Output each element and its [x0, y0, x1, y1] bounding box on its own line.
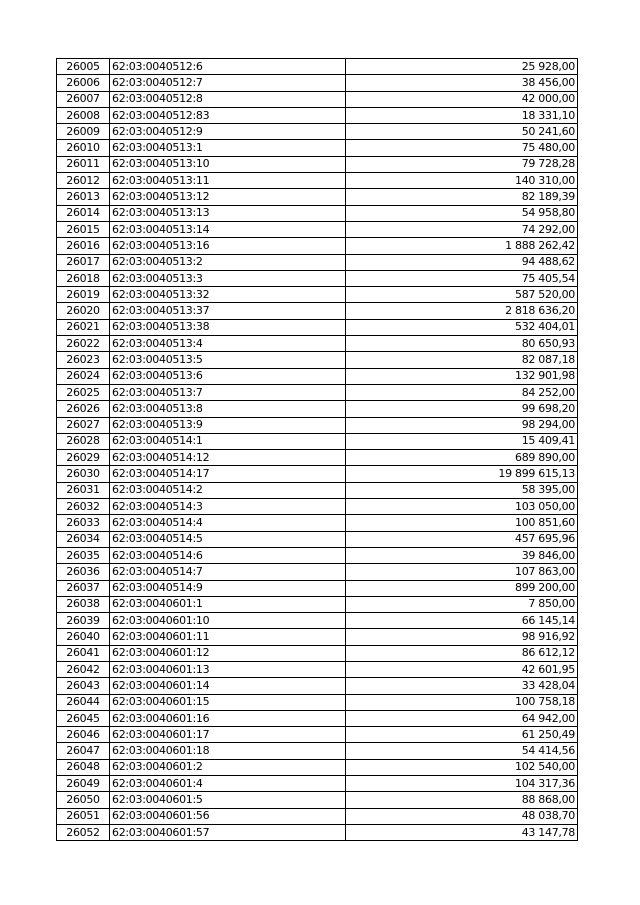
cadastral-number-cell: 62:03:0040514:2 — [110, 482, 346, 498]
cadastral-number-cell: 62:03:0040601:16 — [110, 710, 346, 726]
row-number-cell: 26035 — [57, 547, 110, 563]
table-row — [57, 221, 578, 237]
row-number-cell: 26019 — [57, 287, 110, 303]
table-row — [57, 694, 578, 710]
table-row — [57, 75, 578, 91]
table-row — [57, 140, 578, 156]
cadastral-number-cell: 62:03:0040513:38 — [110, 319, 346, 335]
cadastral-value-cell: 587 520,00 — [346, 287, 578, 303]
row-number-cell: 26016 — [57, 238, 110, 254]
row-number-cell: 26015 — [57, 221, 110, 237]
cadastral-number-cell: 62:03:0040601:56 — [110, 808, 346, 824]
cadastral-number-cell: 62:03:0040601:1 — [110, 596, 346, 612]
cadastral-number-cell: 62:03:0040513:7 — [110, 384, 346, 400]
table-row — [57, 596, 578, 612]
row-number-cell: 26031 — [57, 482, 110, 498]
row-number-cell: 26049 — [57, 776, 110, 792]
table-row — [57, 808, 578, 824]
row-number-cell: 26017 — [57, 254, 110, 270]
table-row — [57, 352, 578, 368]
table-row — [57, 515, 578, 531]
table-row — [57, 776, 578, 792]
cadastral-value-cell: 58 395,00 — [346, 482, 578, 498]
cadastral-value-cell: 84 252,00 — [346, 384, 578, 400]
row-number-cell: 26029 — [57, 450, 110, 466]
row-number-cell: 26027 — [57, 417, 110, 433]
table-row — [57, 743, 578, 759]
table-row — [57, 205, 578, 221]
cadastral-number-cell: 62:03:0040601:11 — [110, 629, 346, 645]
row-number-cell: 26033 — [57, 515, 110, 531]
cadastral-number-cell: 62:03:0040601:10 — [110, 613, 346, 629]
cadastral-value-cell: 132 901,98 — [346, 368, 578, 384]
table-row — [57, 824, 578, 840]
row-number-cell: 26022 — [57, 336, 110, 352]
cadastral-number-cell: 62:03:0040601:18 — [110, 743, 346, 759]
row-number-cell: 26030 — [57, 466, 110, 482]
row-number-cell: 26025 — [57, 384, 110, 400]
cadastral-value-cell: 98 294,00 — [346, 417, 578, 433]
row-number-cell: 26024 — [57, 368, 110, 384]
row-number-cell: 26009 — [57, 124, 110, 140]
cadastral-value-cell: 75 405,54 — [346, 270, 578, 286]
table-body — [57, 59, 578, 841]
table-row — [57, 417, 578, 433]
cadastral-number-cell: 62:03:0040513:8 — [110, 401, 346, 417]
cadastral-number-cell: 62:03:0040513:1 — [110, 140, 346, 156]
table-row — [57, 466, 578, 482]
row-number-cell: 26018 — [57, 270, 110, 286]
row-number-cell: 26013 — [57, 189, 110, 205]
cadastral-value-cell: 79 728,28 — [346, 156, 578, 172]
row-number-cell: 26047 — [57, 743, 110, 759]
cadastral-number-cell: 62:03:0040514:17 — [110, 466, 346, 482]
table-row — [57, 368, 578, 384]
cadastral-number-cell: 62:03:0040601:5 — [110, 792, 346, 808]
table-row — [57, 336, 578, 352]
cadastral-value-cell: 42 601,95 — [346, 661, 578, 677]
cadastral-number-cell: 62:03:0040513:5 — [110, 352, 346, 368]
cadastral-number-cell: 62:03:0040512:83 — [110, 107, 346, 123]
cadastral-value-table — [56, 58, 578, 841]
row-number-cell: 26037 — [57, 580, 110, 596]
cadastral-value-cell: 1 888 262,42 — [346, 238, 578, 254]
cadastral-value-cell: 80 650,93 — [346, 336, 578, 352]
table-row — [57, 59, 578, 75]
table-row — [57, 254, 578, 270]
table-row — [57, 564, 578, 580]
table-row — [57, 303, 578, 319]
row-number-cell: 26028 — [57, 433, 110, 449]
row-number-cell: 26021 — [57, 319, 110, 335]
cadastral-number-cell: 62:03:0040601:12 — [110, 645, 346, 661]
cadastral-number-cell: 62:03:0040513:13 — [110, 205, 346, 221]
cadastral-number-cell: 62:03:0040513:14 — [110, 221, 346, 237]
table-row — [57, 531, 578, 547]
row-number-cell: 26011 — [57, 156, 110, 172]
cadastral-value-cell: 107 863,00 — [346, 564, 578, 580]
row-number-cell: 26051 — [57, 808, 110, 824]
table-row — [57, 173, 578, 189]
cadastral-value-cell: 43 147,78 — [346, 824, 578, 840]
row-number-cell: 26010 — [57, 140, 110, 156]
table-row — [57, 629, 578, 645]
cadastral-number-cell: 62:03:0040513:2 — [110, 254, 346, 270]
cadastral-number-cell: 62:03:0040514:6 — [110, 547, 346, 563]
table-row — [57, 482, 578, 498]
table-row — [57, 727, 578, 743]
cadastral-value-cell: 74 292,00 — [346, 221, 578, 237]
table-row — [57, 645, 578, 661]
table-row — [57, 580, 578, 596]
cadastral-number-cell: 62:03:0040601:13 — [110, 661, 346, 677]
row-number-cell: 26020 — [57, 303, 110, 319]
cadastral-number-cell: 62:03:0040601:4 — [110, 776, 346, 792]
cadastral-value-cell: 39 846,00 — [346, 547, 578, 563]
cadastral-value-cell: 7 850,00 — [346, 596, 578, 612]
cadastral-value-cell: 899 200,00 — [346, 580, 578, 596]
cadastral-value-cell: 64 942,00 — [346, 710, 578, 726]
row-number-cell: 26052 — [57, 824, 110, 840]
cadastral-value-cell: 38 456,00 — [346, 75, 578, 91]
cadastral-number-cell: 62:03:0040513:6 — [110, 368, 346, 384]
table-row — [57, 156, 578, 172]
cadastral-value-cell: 100 758,18 — [346, 694, 578, 710]
cadastral-value-cell: 82 087,18 — [346, 352, 578, 368]
table-row — [57, 792, 578, 808]
row-number-cell: 26042 — [57, 661, 110, 677]
cadastral-value-cell: 50 241,60 — [346, 124, 578, 140]
cadastral-number-cell: 62:03:0040514:4 — [110, 515, 346, 531]
cadastral-number-cell: 62:03:0040514:5 — [110, 531, 346, 547]
cadastral-value-cell: 75 480,00 — [346, 140, 578, 156]
table-row — [57, 613, 578, 629]
table-row — [57, 547, 578, 563]
cadastral-value-cell: 86 612,12 — [346, 645, 578, 661]
table-row — [57, 270, 578, 286]
row-number-cell: 26032 — [57, 499, 110, 515]
table-row — [57, 433, 578, 449]
cadastral-number-cell: 62:03:0040514:7 — [110, 564, 346, 580]
row-number-cell: 26040 — [57, 629, 110, 645]
cadastral-value-cell: 82 189,39 — [346, 189, 578, 205]
cadastral-number-cell: 62:03:0040513:10 — [110, 156, 346, 172]
table-row — [57, 287, 578, 303]
cadastral-value-cell: 33 428,04 — [346, 678, 578, 694]
row-number-cell: 26045 — [57, 710, 110, 726]
cadastral-value-cell: 54 958,80 — [346, 205, 578, 221]
table-row — [57, 91, 578, 107]
row-number-cell: 26007 — [57, 91, 110, 107]
cadastral-value-cell: 15 409,41 — [346, 433, 578, 449]
cadastral-number-cell: 62:03:0040512:7 — [110, 75, 346, 91]
table-row — [57, 710, 578, 726]
cadastral-number-cell: 62:03:0040513:37 — [110, 303, 346, 319]
cadastral-number-cell: 62:03:0040601:57 — [110, 824, 346, 840]
table-row — [57, 450, 578, 466]
row-number-cell: 26012 — [57, 173, 110, 189]
cadastral-number-cell: 62:03:0040513:9 — [110, 417, 346, 433]
cadastral-number-cell: 62:03:0040601:14 — [110, 678, 346, 694]
cadastral-value-cell: 457 695,96 — [346, 531, 578, 547]
row-number-cell: 26034 — [57, 531, 110, 547]
cadastral-number-cell: 62:03:0040514:9 — [110, 580, 346, 596]
row-number-cell: 26043 — [57, 678, 110, 694]
table-row — [57, 401, 578, 417]
cadastral-number-cell: 62:03:0040513:12 — [110, 189, 346, 205]
cadastral-value-cell: 18 331,10 — [346, 107, 578, 123]
table-row — [57, 107, 578, 123]
row-number-cell: 26008 — [57, 107, 110, 123]
table-row — [57, 319, 578, 335]
cadastral-value-cell: 100 851,60 — [346, 515, 578, 531]
cadastral-value-cell: 140 310,00 — [346, 173, 578, 189]
row-number-cell: 26038 — [57, 596, 110, 612]
cadastral-value-cell: 48 038,70 — [346, 808, 578, 824]
cadastral-number-cell: 62:03:0040514:3 — [110, 499, 346, 515]
cadastral-value-cell: 104 317,36 — [346, 776, 578, 792]
cadastral-number-cell: 62:03:0040513:16 — [110, 238, 346, 254]
cadastral-number-cell: 62:03:0040514:1 — [110, 433, 346, 449]
cadastral-value-cell: 102 540,00 — [346, 759, 578, 775]
table-row — [57, 661, 578, 677]
cadastral-value-cell: 689 890,00 — [346, 450, 578, 466]
cadastral-number-cell: 62:03:0040512:8 — [110, 91, 346, 107]
row-number-cell: 26006 — [57, 75, 110, 91]
cadastral-value-cell: 532 404,01 — [346, 319, 578, 335]
row-number-cell: 26026 — [57, 401, 110, 417]
row-number-cell: 26039 — [57, 613, 110, 629]
row-number-cell: 26050 — [57, 792, 110, 808]
cadastral-value-cell: 42 000,00 — [346, 91, 578, 107]
cadastral-number-cell: 62:03:0040512:6 — [110, 59, 346, 75]
cadastral-value-cell: 103 050,00 — [346, 499, 578, 515]
cadastral-number-cell: 62:03:0040601:17 — [110, 727, 346, 743]
table-row — [57, 189, 578, 205]
cadastral-number-cell: 62:03:0040601:15 — [110, 694, 346, 710]
cadastral-value-cell: 98 916,92 — [346, 629, 578, 645]
table-row — [57, 238, 578, 254]
table-row — [57, 384, 578, 400]
table-row — [57, 499, 578, 515]
cadastral-value-cell: 99 698,20 — [346, 401, 578, 417]
cadastral-value-cell: 2 818 636,20 — [346, 303, 578, 319]
row-number-cell: 26044 — [57, 694, 110, 710]
table-row — [57, 678, 578, 694]
cadastral-number-cell: 62:03:0040513:11 — [110, 173, 346, 189]
cadastral-number-cell: 62:03:0040513:32 — [110, 287, 346, 303]
cadastral-value-cell: 54 414,56 — [346, 743, 578, 759]
row-number-cell: 26014 — [57, 205, 110, 221]
cadastral-value-cell: 25 928,00 — [346, 59, 578, 75]
cadastral-number-cell: 62:03:0040601:2 — [110, 759, 346, 775]
row-number-cell: 26023 — [57, 352, 110, 368]
cadastral-value-cell: 19 899 615,13 — [346, 466, 578, 482]
cadastral-number-cell: 62:03:0040512:9 — [110, 124, 346, 140]
cadastral-value-cell: 61 250,49 — [346, 727, 578, 743]
row-number-cell: 26046 — [57, 727, 110, 743]
cadastral-number-cell: 62:03:0040513:3 — [110, 270, 346, 286]
row-number-cell: 26005 — [57, 59, 110, 75]
row-number-cell: 26036 — [57, 564, 110, 580]
row-number-cell: 26048 — [57, 759, 110, 775]
cadastral-value-cell: 66 145,14 — [346, 613, 578, 629]
table-row — [57, 759, 578, 775]
cadastral-value-cell: 94 488,62 — [346, 254, 578, 270]
row-number-cell: 26041 — [57, 645, 110, 661]
cadastral-value-cell: 88 868,00 — [346, 792, 578, 808]
cadastral-number-cell: 62:03:0040514:12 — [110, 450, 346, 466]
cadastral-number-cell: 62:03:0040513:4 — [110, 336, 346, 352]
table-row — [57, 124, 578, 140]
